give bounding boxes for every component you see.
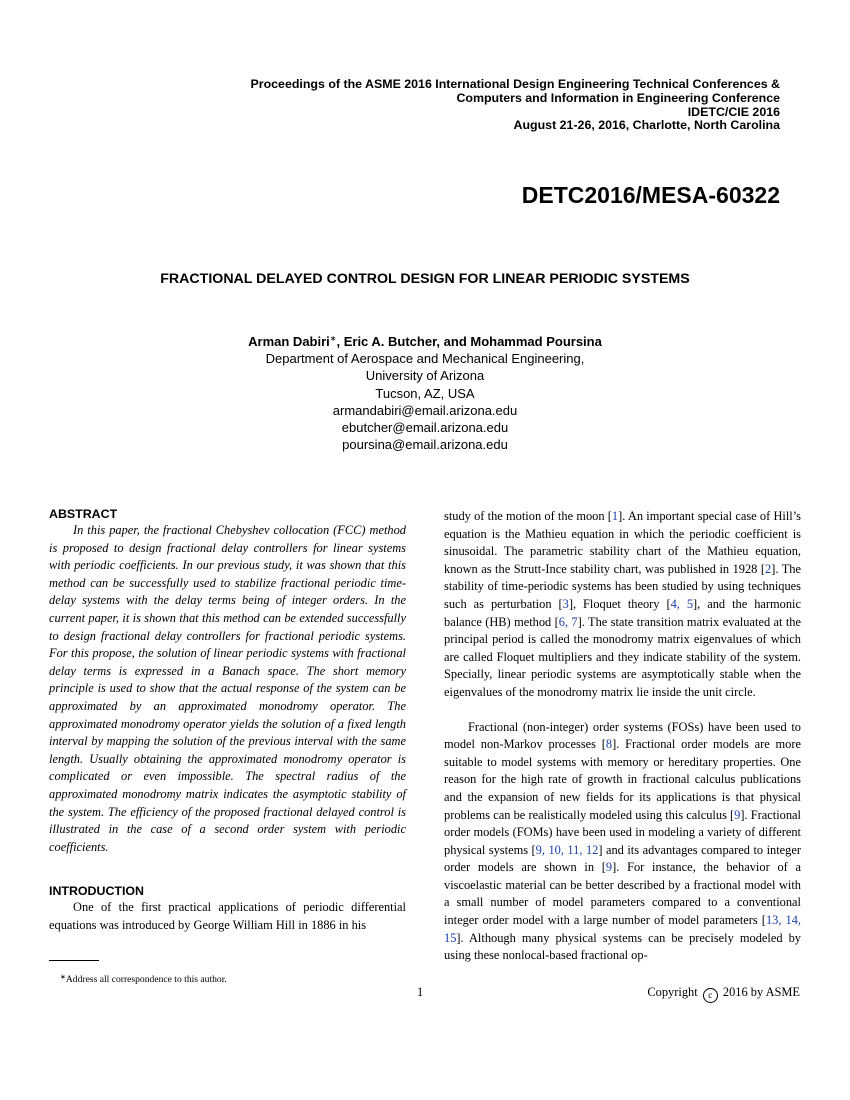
body-paragraph <box>444 719 801 965</box>
proceedings-line: August 21-26, 2016, Charlotte, North Carolina <box>513 118 780 133</box>
citation-link[interactable]: 9, 10, 11, 12 <box>535 842 599 857</box>
copyright-icon: c <box>703 988 718 1003</box>
citation-link[interactable]: 2 <box>765 561 772 576</box>
introduction-heading: INTRODUCTION <box>49 884 144 899</box>
proceedings-line: IDETC/CIE 2016 <box>687 104 780 119</box>
author-block <box>0 333 850 453</box>
introduction-body: One of the first practical applications of periodic differential equations was introduced by George William Hill in 1886 in his <box>49 900 406 932</box>
body-paragraph <box>444 508 801 702</box>
text-span: ] and its advantages compared to integer order models are shown in [ <box>444 842 801 875</box>
text-span: ]. An important special case of Hill’s equation is the Mathieu equation in which the periodic coefficient is sinusoidal. The parametric stability chart of the Mathieu equation, known as the Strutt-Ince stability chart, was published in 1928 [ <box>444 509 801 576</box>
author-rest: , Eric A. Butcher, and Mohammad Poursina <box>336 334 602 349</box>
copyright-notice <box>647 985 800 1003</box>
correspondence-mark: ∗ <box>329 334 337 343</box>
paper-id: DETC2016/MESA-60322 <box>521 182 780 208</box>
email-link[interactable]: ebutcher@email.arizona.edu <box>341 420 509 436</box>
email-link[interactable]: poursina@email.arizona.edu <box>342 437 508 453</box>
footnote-rule <box>49 960 99 961</box>
citation-link[interactable]: 3 <box>562 596 569 611</box>
text-span: ], Floquet theory [ <box>568 596 671 611</box>
author-first: Arman Dabiri <box>248 334 330 349</box>
copyright-year: 2016 by ASME <box>722 985 800 999</box>
left-column <box>49 507 406 934</box>
citation-link[interactable]: 1 <box>611 509 619 523</box>
text-span: ]. Although many physical systems can be precisely modeled by using these nonlocal-based fractional op- <box>444 930 801 963</box>
paper-title: FRACTIONAL DELAYED CONTROL DESIGN FOR LINEAR PERIODIC SYSTEMS <box>160 271 690 287</box>
footnote <box>60 974 227 985</box>
page-number: 1 <box>417 985 424 999</box>
text-span: ]. The state transition matrix evaluated at the principal period is called the monodromy matrix eigenvalues of which are called Floquet multipliers and they indicate stability of the system. Specially, linear periodic systems are asymptotically stable when the eigenvalues of the monodromy matrix lie inside the unit circle. <box>444 614 801 699</box>
text-span: ]. Fractional order models (FOMs) have been used in modeling a variety of different physical systems [ <box>444 807 801 857</box>
citation-link[interactable]: 9 <box>734 807 741 822</box>
text-span: ]. Fractional order models are more suitable to model systems with memory or hereditary properties. One reason for the high rate of growth in fractional calculus publications and the expansion of new fields for its applications is that physical problems can be realistically modeled using this calculus [ <box>444 737 802 822</box>
text-span: ]. For instance, the behavior of a viscoelastic material can be better described by a fractional model with a small number of model parameters compared to a conventional integer order model with a large number of model parameters [ <box>444 860 802 928</box>
author-names <box>0 333 850 350</box>
citation-link[interactable]: 13, 14, 15 <box>444 913 801 945</box>
copyright-label: Copyright <box>647 985 698 999</box>
right-column <box>444 508 801 965</box>
text-span: Fractional (non-integer) order systems (FOSs) have been used to model non-Markov processes [ <box>444 719 801 752</box>
footnote-text: Address all correspondence to this author. <box>65 974 227 985</box>
citation-link[interactable]: 4, 5 <box>670 596 694 611</box>
text-span: study of the motion of the moon [ <box>444 509 612 523</box>
citation-link[interactable]: 8 <box>605 737 613 752</box>
proceedings-line: Computers and Information in Engineering Conference <box>456 90 780 105</box>
text-span: ], and the harmonic balance (HB) method [ <box>444 596 801 629</box>
text-span: ]. The stability of time-periodic systems has been studied by using techniques such as perturbation [ <box>444 561 801 611</box>
abstract-body: In this paper, the fractional Chebyshev collocation (FCC) method is proposed to design fractional delay controllers for linear systems with periodic coefficients. In our previous study, it was shown that this method can be successfully used to stabilize fractional periodic time-delay systems with the delay terms being of integer orders. In the current paper, it is shown that this method can be extended successfully to design fractional delay controllers for fractional periodic systems. For this propose, the solution of linear periodic systems with fractional delay terms is expressed in a Banach space. The short memory principle is used to show that the actual response of the system can be approximated by an approximated monodromy operator. The approximated monodromy operator yields the solution of a fixed length interval by mapping the solution of the previous interval with the same length. Usually obtaining the approximated monodromy operator is complicated or even impossible. The spectral radius of the approximated monodromy matrix indicates the asymptotic stability of the system. The efficiency of the proposed fractional delayed control is illustrated in the case of a second order system with periodic coefficients. <box>49 523 406 854</box>
affiliation-line: Department of Aerospace and Mechanical Engineering, <box>265 351 585 367</box>
email-link[interactable]: armandabiri@email.arizona.edu <box>332 402 518 418</box>
affiliation-line: University of Arizona <box>365 368 485 384</box>
abstract-heading: ABSTRACT <box>49 507 118 521</box>
footnote-mark: ∗ <box>60 973 66 981</box>
proceedings-header <box>80 78 780 133</box>
proceedings-line: Proceedings of the ASME 2016 International Design Engineering Technical Conferences & <box>250 77 780 91</box>
affiliation-line: Tucson, AZ, USA <box>375 385 475 401</box>
citation-link[interactable]: 6, 7 <box>558 614 578 629</box>
citation-link[interactable]: 9 <box>605 860 613 875</box>
